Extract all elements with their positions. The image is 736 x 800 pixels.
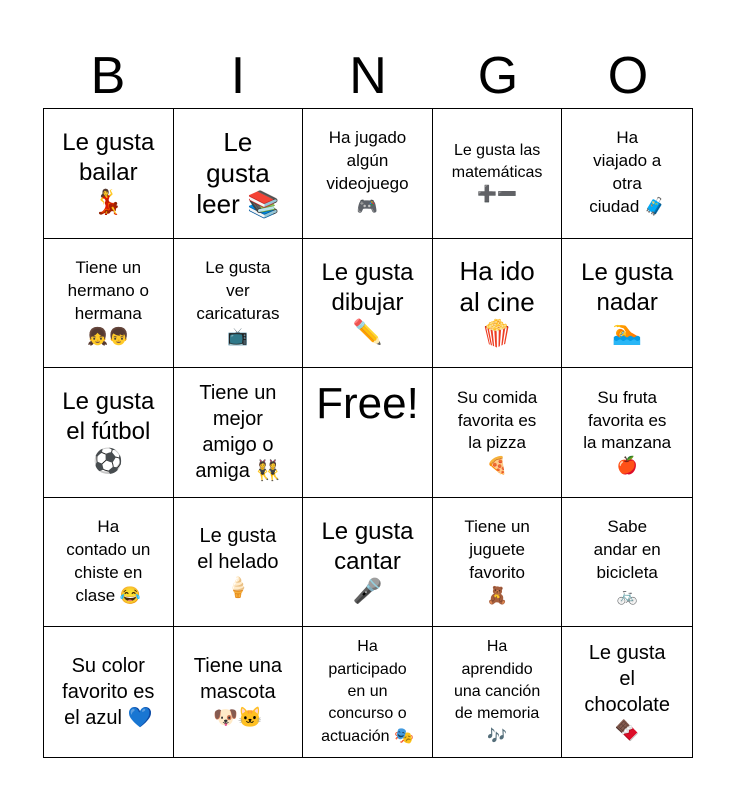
cell-text: Le gusta el helado 🍦 bbox=[197, 525, 279, 600]
header-letter-i: I bbox=[230, 47, 246, 105]
cell-text: Le gusta nadar 🏊 bbox=[581, 258, 674, 346]
bingo-cell-2[interactable] bbox=[174, 109, 304, 239]
cell-text: Le gusta cantar 🎤 bbox=[321, 518, 414, 606]
header-letter-g: G bbox=[477, 47, 519, 105]
bingo-cell-15[interactable] bbox=[562, 368, 692, 498]
bingo-cell-16[interactable] bbox=[44, 498, 174, 628]
bingo-cell-20[interactable] bbox=[562, 498, 692, 628]
cell-text: Tiene una mascota 🐶🐱 bbox=[193, 655, 282, 730]
bingo-cell-21[interactable] bbox=[44, 627, 174, 757]
bingo-grid bbox=[43, 108, 693, 758]
bingo-cell-19[interactable] bbox=[433, 498, 563, 628]
cell-text: Su color favorito es el azul 💙 bbox=[62, 655, 155, 730]
bingo-cell-10[interactable] bbox=[562, 239, 692, 369]
cell-text: Tiene un mejor amigo o amiga 👯 bbox=[195, 382, 281, 483]
bingo-cell-18[interactable] bbox=[303, 498, 433, 628]
bingo-cell-5[interactable] bbox=[562, 109, 692, 239]
bingo-cell-22[interactable] bbox=[174, 627, 304, 757]
cell-text: Tiene un hermano o hermana 👧👦 bbox=[67, 258, 149, 346]
bingo-cell-9[interactable] bbox=[433, 239, 563, 369]
cell-text: Le gusta ver caricaturas 📺 bbox=[196, 258, 280, 346]
cell-text: Tiene un juguete favorito 🧸 bbox=[464, 517, 530, 606]
bingo-cell-6[interactable] bbox=[44, 239, 174, 369]
cell-text: Le gusta dibujar ✏️ bbox=[321, 258, 414, 346]
cell-text: Ha aprendido una canción de memoria 🎶 bbox=[453, 638, 541, 745]
cell-text: Le gusta las matemáticas ➕➖ bbox=[451, 141, 543, 204]
bingo-cell-3[interactable] bbox=[303, 109, 433, 239]
cell-text: Le gusta el chocolate 🍫 bbox=[584, 642, 670, 743]
bingo-cell-11[interactable] bbox=[44, 368, 174, 498]
cell-text: Sabe andar en bicicleta 🚲 bbox=[593, 517, 661, 606]
cell-text: Ha contado un chiste en clase 😂 bbox=[66, 517, 151, 606]
bingo-cell-23[interactable] bbox=[303, 627, 433, 757]
cell-text: Le gusta el fútbol ⚽ bbox=[62, 388, 155, 476]
cell-text: Ha jugado algún videojuego 🎮 bbox=[326, 128, 409, 217]
free-space-text: Free! bbox=[316, 379, 419, 429]
header-letter-b: B bbox=[90, 47, 126, 105]
header-letter-o: O bbox=[607, 47, 649, 105]
bingo-cell-8[interactable] bbox=[303, 239, 433, 369]
bingo-cell-12[interactable] bbox=[174, 368, 304, 498]
header-letter-n: N bbox=[349, 47, 387, 105]
cell-text: Le gusta bailar 💃 bbox=[62, 129, 155, 217]
bingo-cell-14[interactable] bbox=[433, 368, 563, 498]
cell-text: Le gusta leer 📚 bbox=[196, 126, 280, 219]
bingo-free-cell[interactable] bbox=[303, 368, 433, 498]
cell-text: Su comida favorita es la pizza 🍕 bbox=[456, 387, 538, 476]
cell-text: Su fruta favorita es la manzana 🍎 bbox=[583, 387, 672, 476]
bingo-cell-17[interactable] bbox=[174, 498, 304, 628]
cell-text: Ha participado en un concurso o actuación 🎭 bbox=[321, 638, 414, 745]
bingo-cell-1[interactable] bbox=[44, 109, 174, 239]
bingo-header bbox=[43, 44, 693, 108]
cell-text: Ha ido al cine 🍿 bbox=[459, 256, 535, 349]
bingo-cell-7[interactable] bbox=[174, 239, 304, 369]
bingo-cell-25[interactable] bbox=[562, 627, 692, 757]
bingo-cell-4[interactable] bbox=[433, 109, 563, 239]
bingo-cell-24[interactable] bbox=[433, 627, 563, 757]
cell-text: Ha viajado a otra ciudad 🧳 bbox=[589, 128, 666, 217]
